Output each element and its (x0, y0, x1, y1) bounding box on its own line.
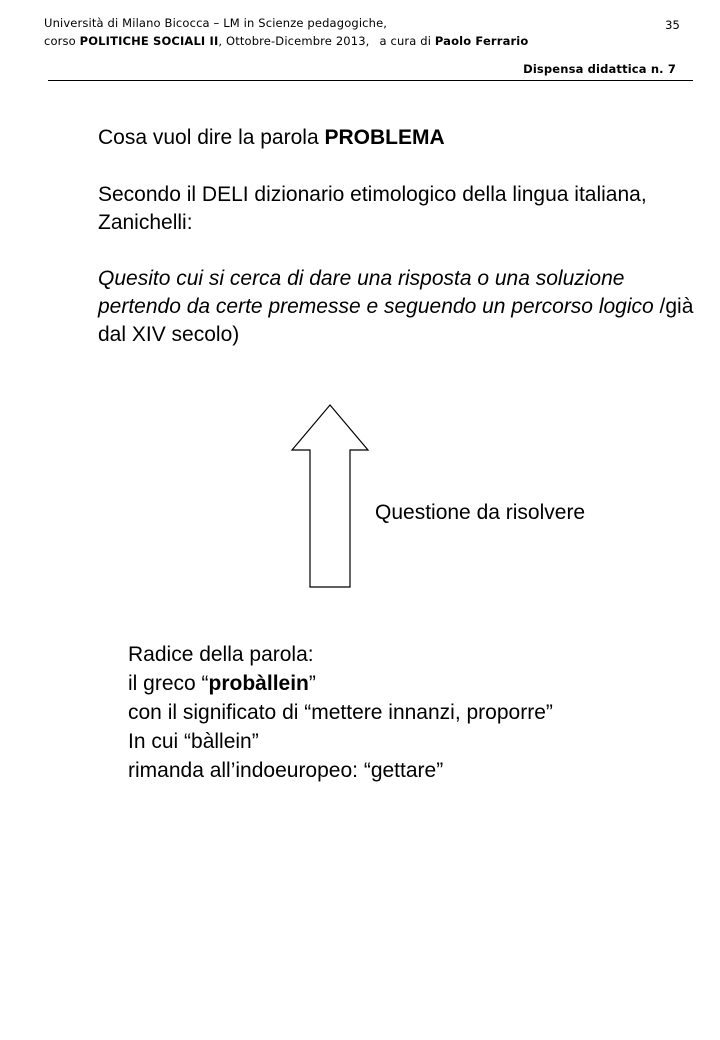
main-content (98, 124, 698, 349)
header-dispensa: Dispensa didattica n. 7 (523, 62, 676, 76)
word-root-section (128, 640, 553, 785)
section-title-text: Cosa vuol dire la parola (98, 126, 325, 149)
root-line-meaning: con il significato di “mettere innanzi, proporre” (128, 701, 553, 724)
header-course-line (44, 32, 692, 50)
section-title-keyword: PROBLEMA (324, 126, 445, 149)
root-line-greek (128, 669, 553, 698)
section-title (98, 124, 698, 152)
header-university-line (44, 14, 692, 32)
root-greek-suffix: ” (308, 672, 316, 695)
header-author: Paolo Ferrario (434, 34, 529, 48)
root-line-indoeuropean: rimanda all’indoeuropeo: “gettare” (128, 759, 444, 782)
header-university-text: Università di Milano Bicocca – LM in Scienze pedagogiche, (44, 16, 388, 30)
definition-paragraph (98, 265, 698, 349)
root-greek-prefix: il greco “ (128, 672, 209, 695)
root-line-ballein: In cui “bàllein” (128, 730, 259, 753)
page-header (44, 14, 692, 76)
header-course-prefix: corso (44, 34, 80, 48)
root-line-heading: Radice della parola: (128, 643, 314, 666)
root-greek-word: probàllein (208, 672, 309, 695)
header-course-dates: , Ottobre-Dicembre 2013, (218, 34, 370, 48)
up-arrow-icon (290, 404, 370, 588)
header-divider (48, 80, 693, 81)
definition-italic: Quesito cui si cerca di dare una risposta o una soluzione pertendo da certe premesse e seguendo un percorso logico (98, 267, 660, 318)
header-curated-by: a cura di (379, 34, 435, 48)
header-course-name: POLITICHE SOCIALI II (79, 34, 219, 48)
arrow-label: Questione da risolvere (375, 501, 586, 524)
page-number: 35 (665, 18, 680, 32)
deli-reference: Secondo il DELI dizionario etimologico della lingua italiana, Zanichelli: (98, 183, 647, 234)
definition-tail: /già dal XIV secolo) (98, 295, 694, 346)
